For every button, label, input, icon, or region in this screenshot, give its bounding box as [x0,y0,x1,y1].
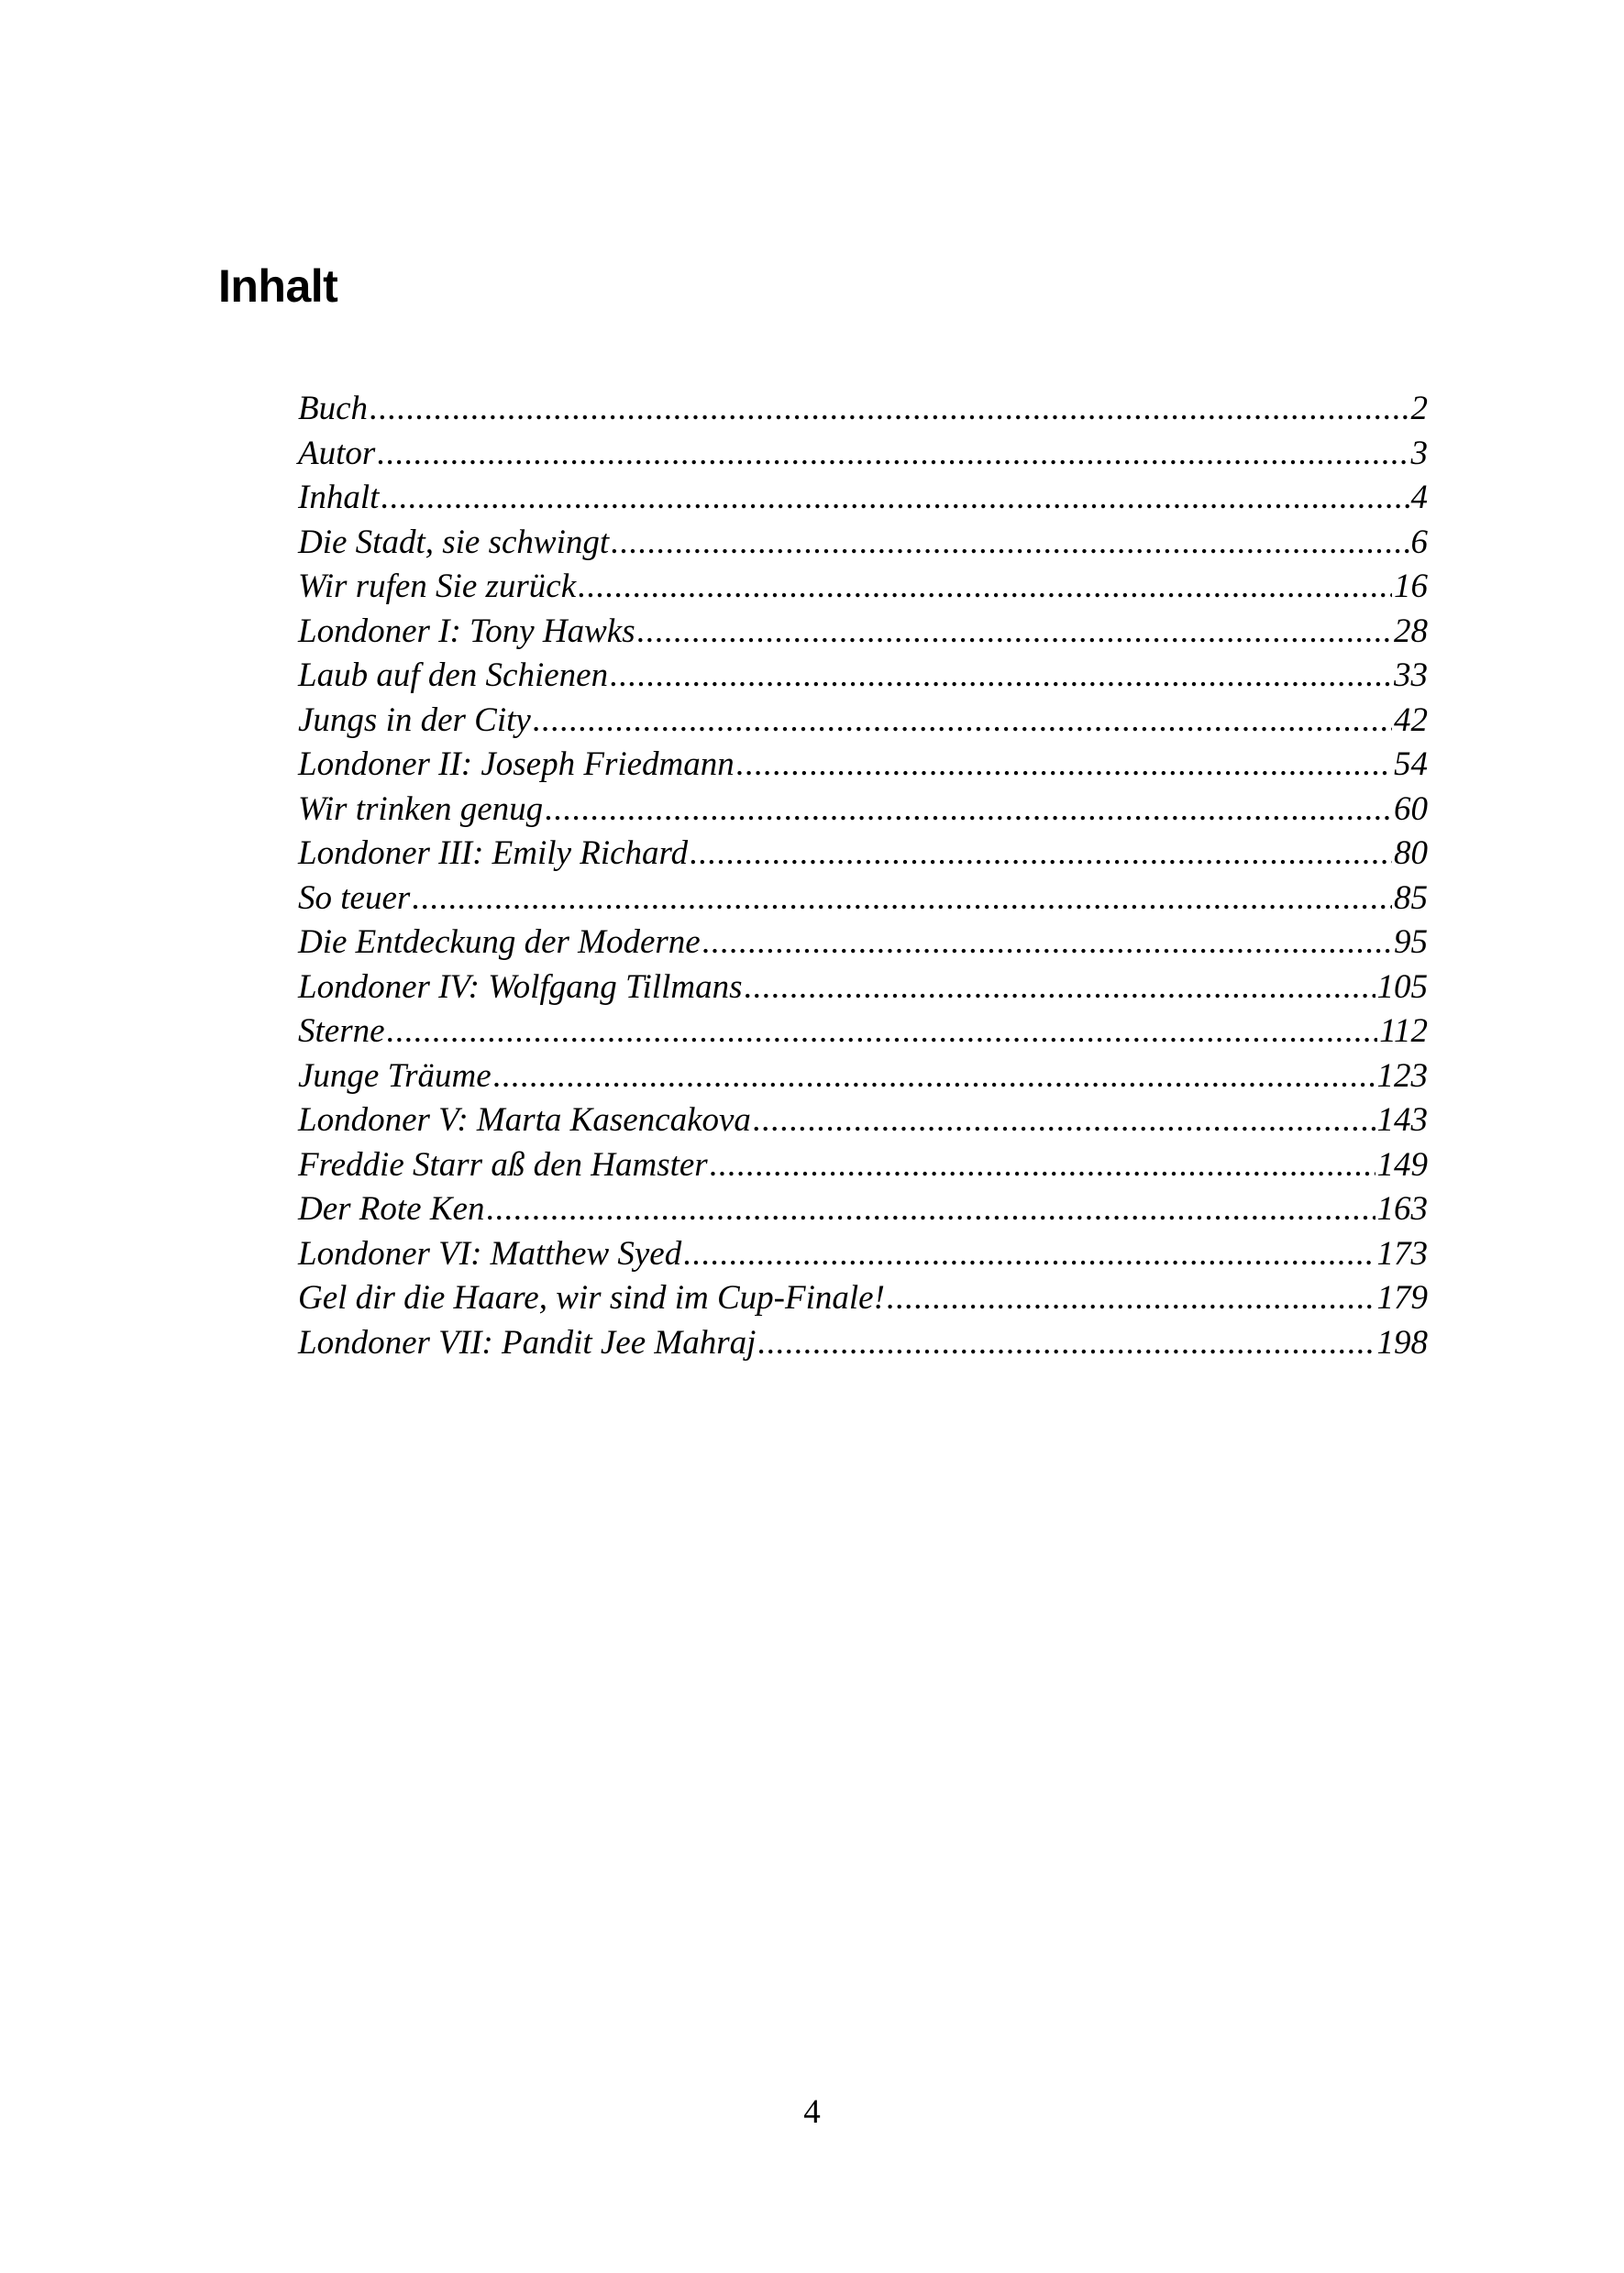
toc-entry-page: 123 [1376,1056,1428,1095]
toc-entry[interactable] [298,1143,1428,1188]
toc-entry-title: Londoner I: Tony Hawks [298,612,635,650]
toc-entry-page: 163 [1376,1190,1428,1228]
toc-dot-leader [887,1276,1375,1321]
toc-entry-title: Wir rufen Sie zurück [298,568,577,605]
toc-entry-title: Wir trinken genug [298,789,544,828]
toc-entry-title: Gel dir die Haare, wir sind im Cup-Finale! [298,1279,885,1317]
toc-entry[interactable] [298,788,1428,833]
toc-entry[interactable] [298,387,1428,432]
toc-entry-page: 85 [1394,878,1428,917]
toc-entry[interactable] [298,1098,1428,1143]
toc-entry-page: 3 [1410,434,1428,472]
toc-entry-page: 149 [1376,1145,1428,1184]
toc-entry[interactable] [298,832,1428,877]
toc-dot-leader [702,921,1392,965]
toc-entry[interactable] [298,699,1428,744]
toc-entry[interactable] [298,921,1428,965]
page-title: Inhalt [218,260,338,312]
toc-dot-leader [744,965,1375,1010]
toc-entry-title: So teuer [298,878,411,917]
toc-entry-page: 95 [1394,923,1428,961]
toc-entry-page: 54 [1394,745,1428,783]
toc-dot-leader [690,832,1392,877]
toc-entry-page: 16 [1394,568,1428,605]
toc-dot-leader [412,877,1392,921]
toc-dot-leader [683,1232,1375,1277]
toc-entry-title: Buch [298,390,369,427]
toc-entry-title: Der Rote Ken [298,1190,485,1228]
toc-entry-page: 179 [1376,1279,1428,1317]
toc-entry-title: Freddie Starr aß den Hamster [298,1145,708,1184]
toc-dot-leader [736,743,1392,788]
toc-entry-page: 198 [1376,1323,1428,1362]
toc-entry-page: 4 [1410,479,1428,516]
toc-entry-page: 2 [1410,390,1428,427]
toc-dot-leader [637,610,1392,655]
toc-entry-page: 143 [1376,1101,1428,1139]
toc-entry[interactable] [298,610,1428,655]
toc-entry-title: Autor [298,434,376,472]
toc-entry-title: Jungs in der City [298,701,531,739]
toc-dot-leader [545,788,1392,833]
toc-entry[interactable] [298,1187,1428,1232]
toc-entry[interactable] [298,743,1428,788]
toc-entry-page: 60 [1394,789,1428,828]
toc-entry[interactable] [298,1321,1428,1366]
toc-dot-leader [377,432,1409,477]
toc-entry[interactable] [298,654,1428,699]
toc-dot-leader [493,1054,1375,1099]
toc-entry-page: 105 [1376,967,1428,1006]
toc-dot-leader [533,699,1392,744]
toc-entry[interactable] [298,1276,1428,1321]
toc-entry[interactable] [298,1054,1428,1099]
page-number: 4 [803,2093,821,2131]
toc-entry-page: 42 [1394,701,1428,739]
toc-entry-page: 6 [1410,523,1428,561]
toc-entry-title: Londoner III: Emily Richard [298,834,689,872]
toc-dot-leader [710,1143,1375,1188]
toc-entry-page: 33 [1394,657,1428,694]
toc-entry[interactable] [298,965,1428,1010]
toc-entry[interactable] [298,476,1428,521]
toc-entry[interactable] [298,1232,1428,1277]
toc-entry-title: Die Stadt, sie schwingt [298,523,610,561]
toc-entry-title: Londoner II: Joseph Friedmann [298,745,735,783]
toc-dot-leader [387,1010,1378,1054]
toc-dot-leader [370,387,1409,432]
toc-entry[interactable] [298,1010,1428,1054]
toc-entry[interactable] [298,565,1428,610]
toc-dot-leader [757,1321,1375,1366]
toc-entry-title: Londoner VII: Pandit Jee Mahraj [298,1323,757,1362]
toc-entry[interactable] [298,432,1428,477]
toc-dot-leader [381,476,1409,521]
toc-entry-title: Londoner VI: Matthew Syed [298,1234,682,1273]
toc-entry-title: Laub auf den Schienen [298,657,609,694]
toc-dot-leader [611,521,1409,566]
toc-entry-title: Die Entdeckung der Moderne [298,923,701,961]
toc-entry-title: Sterne [298,1012,385,1050]
toc-entry-title: Londoner IV: Wolfgang Tillmans [298,967,743,1006]
toc-dot-leader [753,1098,1375,1143]
toc-entry-page: 28 [1394,612,1428,650]
toc-entry-page: 112 [1379,1012,1428,1050]
toc-entry-title: Inhalt [298,479,380,516]
toc-dot-leader [610,654,1392,699]
toc-entry[interactable] [298,877,1428,921]
table-of-contents [298,387,1428,1365]
toc-dot-leader [578,565,1392,610]
toc-entry-title: Junge Träume [298,1056,492,1095]
toc-entry[interactable] [298,521,1428,566]
toc-entry-page: 80 [1394,834,1428,872]
toc-entry-title: Londoner V: Marta Kasencakova [298,1101,751,1139]
toc-entry-page: 173 [1376,1234,1428,1273]
toc-dot-leader [486,1187,1375,1232]
